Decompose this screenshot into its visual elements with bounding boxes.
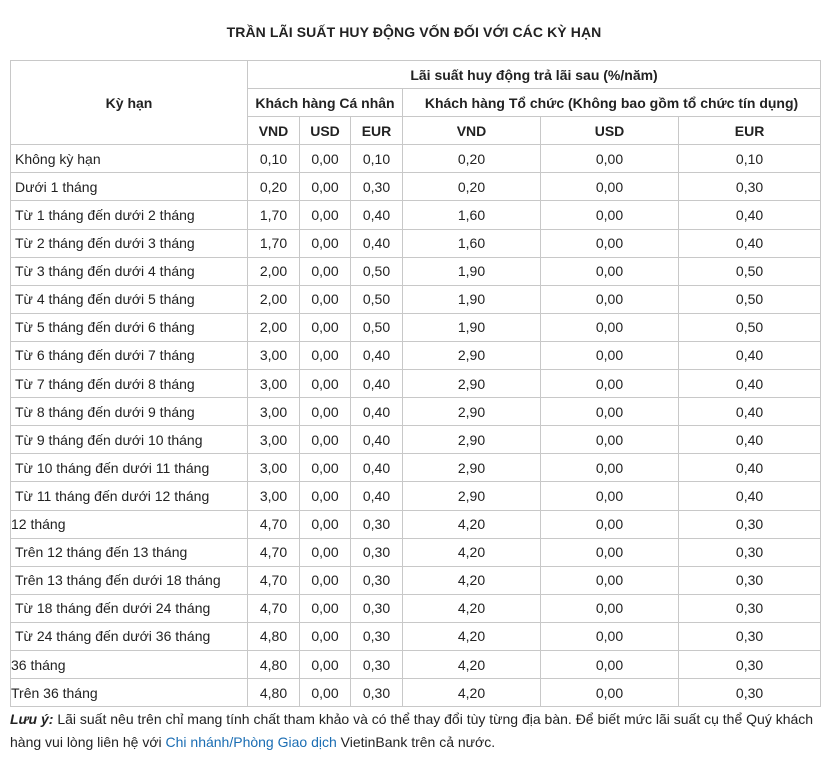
currency-header-organization-eur: EUR	[679, 117, 821, 145]
rate-cell: 0,00	[300, 454, 351, 482]
rate-cell: 0,00	[541, 679, 679, 707]
organization-customer-header: Khách hàng Tổ chức (Không bao gồm tổ chức tín dụng)	[403, 89, 821, 117]
rate-cell: 0,00	[300, 370, 351, 398]
rate-cell: 0,00	[541, 285, 679, 313]
rate-cell: 2,90	[403, 426, 541, 454]
rate-cell: 0,50	[351, 313, 403, 341]
rate-cell: 0,00	[541, 426, 679, 454]
term-cell: 36 tháng	[11, 650, 248, 678]
rate-cell: 0,40	[679, 341, 821, 369]
rate-cell: 3,00	[248, 370, 300, 398]
branch-office-link[interactable]: Chi nhánh/Phòng Giao dịch	[165, 734, 337, 750]
rate-cell: 0,40	[679, 229, 821, 257]
rate-cell: 0,30	[351, 679, 403, 707]
rate-cell: 0,40	[679, 201, 821, 229]
term-cell: Không kỳ hạn	[11, 145, 248, 173]
rate-cell: 0,30	[351, 538, 403, 566]
rate-cell: 0,40	[351, 426, 403, 454]
rate-cell: 3,00	[248, 426, 300, 454]
rate-cell: 0,20	[248, 173, 300, 201]
individual-customer-header: Khách hàng Cá nhân	[248, 89, 403, 117]
rate-cell: 0,30	[351, 650, 403, 678]
rate-cell: 0,40	[351, 201, 403, 229]
note-text: Lãi suất nêu trên chỉ mang tính chất tham khảo và có thể thay đổi tùy từng địa bàn. Để biết mức lãi suất cụ thể Quý khách hàng vui lòng liên hệ với	[10, 711, 814, 750]
currency-header-individual-usd: USD	[300, 117, 351, 145]
table-row	[11, 482, 821, 510]
rate-cell: 0,40	[351, 341, 403, 369]
rate-cell: 0,00	[541, 145, 679, 173]
rate-cell: 0,00	[300, 257, 351, 285]
rate-cell: 0,00	[541, 370, 679, 398]
rate-cell: 0,30	[679, 510, 821, 538]
table-row	[11, 426, 821, 454]
rate-cell: 2,90	[403, 398, 541, 426]
rate-cell: 0,40	[351, 370, 403, 398]
rate-cell: 1,90	[403, 257, 541, 285]
rate-cell: 2,90	[403, 341, 541, 369]
table-row	[11, 313, 821, 341]
rate-cell: 1,70	[248, 229, 300, 257]
rate-cell: 4,80	[248, 622, 300, 650]
table-row	[11, 398, 821, 426]
rate-cell: 2,00	[248, 313, 300, 341]
rate-cell: 4,70	[248, 566, 300, 594]
rate-cell: 1,60	[403, 229, 541, 257]
rate-cell: 0,00	[541, 454, 679, 482]
rate-cell: 4,20	[403, 679, 541, 707]
table-row	[11, 510, 821, 538]
rate-cell: 0,50	[679, 285, 821, 313]
rate-cell: 0,30	[679, 594, 821, 622]
table-row	[11, 679, 821, 707]
rate-cell: 0,00	[541, 566, 679, 594]
rate-cell: 0,50	[679, 313, 821, 341]
rate-cell: 0,20	[403, 173, 541, 201]
rate-cell: 0,40	[351, 482, 403, 510]
rate-cell: 2,90	[403, 482, 541, 510]
rate-cell: 0,30	[351, 622, 403, 650]
rate-cell: 0,30	[679, 622, 821, 650]
rate-cell: 4,20	[403, 566, 541, 594]
rate-cell: 0,00	[541, 341, 679, 369]
table-row	[11, 370, 821, 398]
table-row	[11, 285, 821, 313]
rate-cell: 0,10	[248, 145, 300, 173]
rate-cell: 3,00	[248, 341, 300, 369]
table-row	[11, 538, 821, 566]
rate-cell: 0,00	[541, 650, 679, 678]
rate-cell: 0,00	[300, 426, 351, 454]
rate-cell: 0,10	[679, 145, 821, 173]
rate-cell: 0,40	[679, 370, 821, 398]
table-row	[11, 650, 821, 678]
rate-cell: 4,20	[403, 594, 541, 622]
rate-cell: 0,00	[300, 229, 351, 257]
term-cell: Trên 36 tháng	[11, 679, 248, 707]
rate-cell: 0,00	[541, 398, 679, 426]
rate-cell: 4,20	[403, 538, 541, 566]
term-cell: Từ 11 tháng đến dưới 12 tháng	[11, 482, 248, 510]
term-cell: Trên 13 tháng đến dưới 18 tháng	[11, 566, 248, 594]
rate-cell: 4,70	[248, 538, 300, 566]
table-row	[11, 622, 821, 650]
rate-cell: 0,50	[351, 285, 403, 313]
term-cell: Trên 12 tháng đến 13 tháng	[11, 538, 248, 566]
rate-cell: 0,40	[679, 426, 821, 454]
rate-cell: 4,20	[403, 510, 541, 538]
rate-cell: 0,00	[300, 313, 351, 341]
rate-cell: 0,30	[679, 173, 821, 201]
rate-table-body	[11, 145, 821, 707]
rate-cell: 0,40	[679, 398, 821, 426]
rate-cell: 0,20	[403, 145, 541, 173]
rate-cell: 4,80	[248, 679, 300, 707]
term-cell: Từ 1 tháng đến dưới 2 tháng	[11, 201, 248, 229]
rate-cell: 0,00	[300, 622, 351, 650]
note-text-end: VietinBank trên cả nước.	[336, 734, 496, 750]
disclaimer-note	[10, 708, 820, 754]
rate-cell: 3,00	[248, 454, 300, 482]
rate-cell: 0,10	[351, 145, 403, 173]
rate-cell: 0,30	[351, 566, 403, 594]
interest-rate-table	[10, 60, 821, 707]
page-title: TRẦN LÃI SUẤT HUY ĐỘNG VỐN ĐỐI VỚI CÁC KỲ HẠN	[226, 24, 602, 40]
term-cell: Từ 3 tháng đến dưới 4 tháng	[11, 257, 248, 285]
term-cell: Từ 6 tháng đến dưới 7 tháng	[11, 341, 248, 369]
rate-cell: 4,20	[403, 650, 541, 678]
rate-cell: 4,20	[403, 622, 541, 650]
rate-cell: 0,00	[300, 145, 351, 173]
rate-cell: 0,00	[541, 201, 679, 229]
currency-header-individual-eur: EUR	[351, 117, 403, 145]
rate-cell: 0,00	[541, 313, 679, 341]
table-row	[11, 229, 821, 257]
note-label: Lưu ý:	[10, 711, 54, 727]
rate-cell: 0,00	[300, 201, 351, 229]
rate-cell: 3,00	[248, 398, 300, 426]
rate-cell: 0,00	[300, 679, 351, 707]
table-row	[11, 257, 821, 285]
rate-cell: 0,30	[351, 173, 403, 201]
rate-cell: 1,90	[403, 313, 541, 341]
rate-cell: 0,00	[541, 173, 679, 201]
table-row	[11, 173, 821, 201]
term-cell: Từ 4 tháng đến dưới 5 tháng	[11, 285, 248, 313]
rate-cell: 4,70	[248, 594, 300, 622]
rate-cell: 4,80	[248, 650, 300, 678]
table-row	[11, 454, 821, 482]
rate-cell: 2,00	[248, 285, 300, 313]
rate-cell: 0,00	[300, 594, 351, 622]
rate-cell: 0,00	[541, 482, 679, 510]
term-cell: Từ 5 tháng đến dưới 6 tháng	[11, 313, 248, 341]
rate-cell: 0,50	[679, 257, 821, 285]
term-cell: 12 tháng	[11, 510, 248, 538]
rate-cell: 0,00	[300, 285, 351, 313]
rate-cell: 2,90	[403, 454, 541, 482]
currency-header-organization-vnd: VND	[403, 117, 541, 145]
rate-cell: 0,50	[351, 257, 403, 285]
rate-cell: 0,00	[300, 650, 351, 678]
rate-cell: 0,00	[300, 173, 351, 201]
rate-cell: 0,30	[351, 510, 403, 538]
term-cell: Từ 7 tháng đến dưới 8 tháng	[11, 370, 248, 398]
currency-header-organization-usd: USD	[541, 117, 679, 145]
rate-cell: 0,00	[541, 257, 679, 285]
rate-cell: 2,00	[248, 257, 300, 285]
table-row	[11, 145, 821, 173]
rate-cell: 0,40	[351, 229, 403, 257]
rate-cell: 0,00	[300, 341, 351, 369]
rate-cell: 0,00	[541, 510, 679, 538]
rate-cell: 0,00	[300, 510, 351, 538]
table-row	[11, 566, 821, 594]
rate-cell: 1,60	[403, 201, 541, 229]
rate-cell: 0,30	[679, 650, 821, 678]
term-cell: Từ 10 tháng đến dưới 11 tháng	[11, 454, 248, 482]
rate-cell: 0,00	[300, 538, 351, 566]
rate-cell: 0,00	[541, 622, 679, 650]
currency-header-individual-vnd: VND	[248, 117, 300, 145]
rate-cell: 0,00	[300, 482, 351, 510]
rate-group-header: Lãi suất huy động trả lãi sau (%/năm)	[248, 61, 821, 89]
rate-cell: 0,30	[679, 679, 821, 707]
rate-cell: 0,00	[541, 229, 679, 257]
rate-cell: 0,40	[351, 398, 403, 426]
rate-cell: 1,70	[248, 201, 300, 229]
rate-cell: 0,00	[300, 566, 351, 594]
term-cell: Từ 8 tháng đến dưới 9 tháng	[11, 398, 248, 426]
rate-cell: 3,00	[248, 482, 300, 510]
term-cell: Từ 2 tháng đến dưới 3 tháng	[11, 229, 248, 257]
table-row	[11, 201, 821, 229]
rate-cell: 0,30	[679, 566, 821, 594]
rate-cell: 0,00	[541, 538, 679, 566]
table-row	[11, 594, 821, 622]
rate-cell: 0,00	[300, 398, 351, 426]
rate-cell: 0,40	[351, 454, 403, 482]
rate-cell: 2,90	[403, 370, 541, 398]
term-cell: Từ 9 tháng đến dưới 10 tháng	[11, 426, 248, 454]
rate-cell: 0,40	[679, 454, 821, 482]
term-cell: Dưới 1 tháng	[11, 173, 248, 201]
term-column-header: Kỳ hạn	[11, 61, 248, 145]
rate-cell: 0,30	[679, 538, 821, 566]
table-row	[11, 341, 821, 369]
term-cell: Từ 24 tháng đến dưới 36 tháng	[11, 622, 248, 650]
rate-cell: 0,40	[679, 482, 821, 510]
rate-cell: 4,70	[248, 510, 300, 538]
rate-cell: 0,30	[351, 594, 403, 622]
term-cell: Từ 18 tháng đến dưới 24 tháng	[11, 594, 248, 622]
rate-cell: 0,00	[541, 594, 679, 622]
rate-cell: 1,90	[403, 285, 541, 313]
